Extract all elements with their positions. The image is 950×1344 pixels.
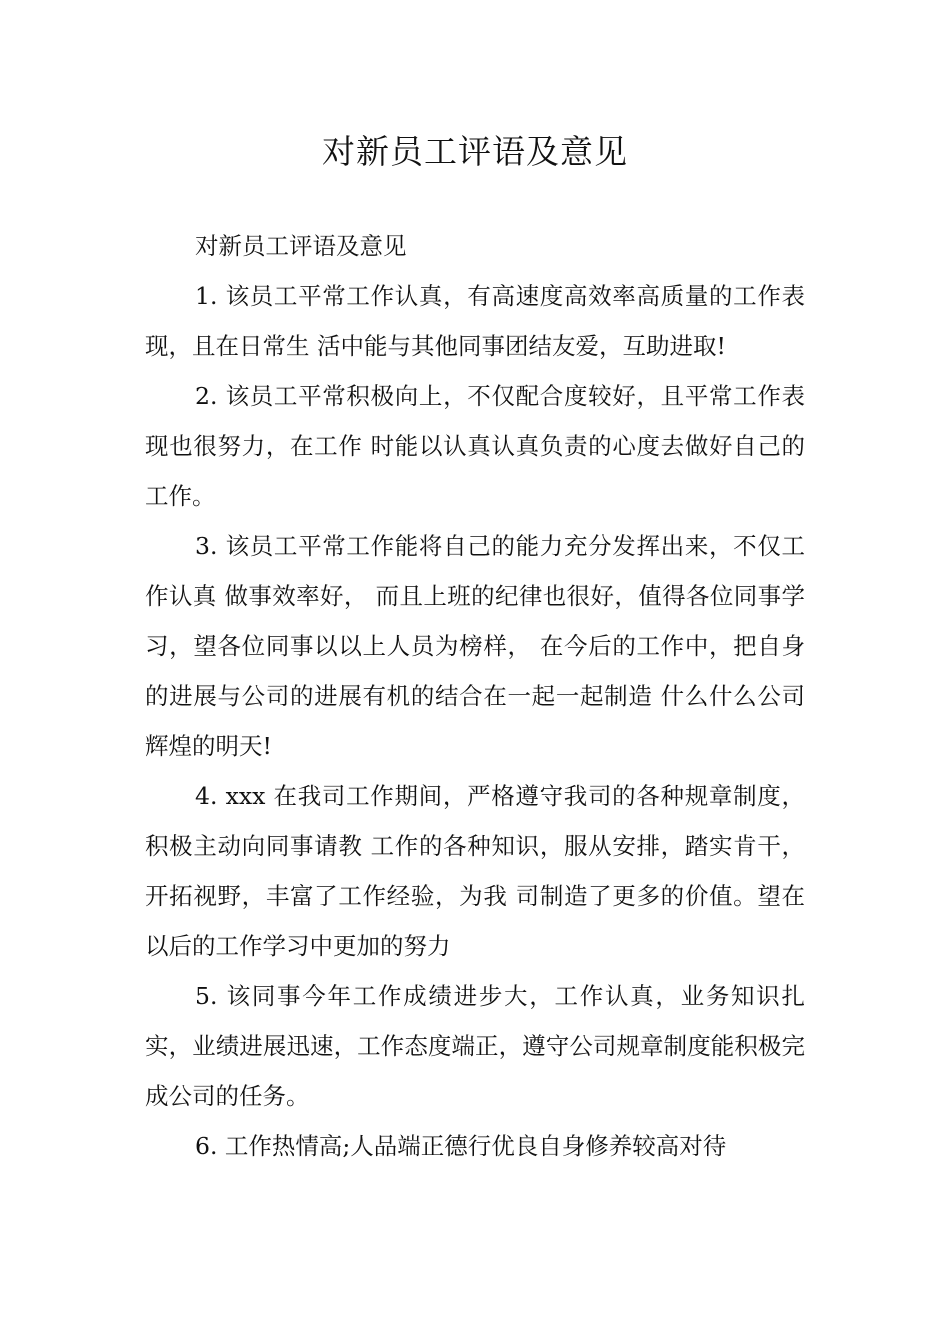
paragraph-item-1: 1. 该员工平常工作认真，有高速度高效率高质量的工作表现，且在日常生 活中能与其他同事团结友爱，互助进取! xyxy=(145,282,805,360)
document-body xyxy=(145,221,805,1171)
document-title: 对新员工评语及意见 xyxy=(322,132,628,171)
paragraph-item-4: 4. xxx 在我司工作期间，严格遵守我司的各种规章制度，积极主动向同事请教 工作的各种知识，服从安排，踏实肯干，开拓视野，丰富了工作经验，为我 司制造了更多的价值。望在以后的工作学习中更加的努力 xyxy=(145,782,805,960)
paragraph-item-6: 6. 工作热情高;人品端正德行优良自身修养较高对待 xyxy=(195,1132,727,1160)
paragraph-item-3: 3. 该员工平常工作能将自己的能力充分发挥出来，不仅工作认真 做事效率好， 而且上班的纪律也很好，值得各位同事学习，望各位同事以以上人员为榜样， 在今后的工作中，把自身的进展与公司的进展有机的结合在一起一起制造 什么什么公司辉煌的明天! xyxy=(145,532,805,760)
paragraph-item-2: 2. 该员工平常积极向上，不仅配合度较好，且平常工作表现也很努力，在工作 时能以认真认真负责的心度去做好自己的工作。 xyxy=(145,382,805,510)
paragraph-heading: 对新员工评语及意见 xyxy=(195,232,407,260)
paragraph-item-5: 5. 该同事今年工作成绩进步大，工作认真，业务知识扎实，业绩进展迅速，工作态度端正，遵守公司规章制度能积极完成公司的任务。 xyxy=(145,982,805,1110)
